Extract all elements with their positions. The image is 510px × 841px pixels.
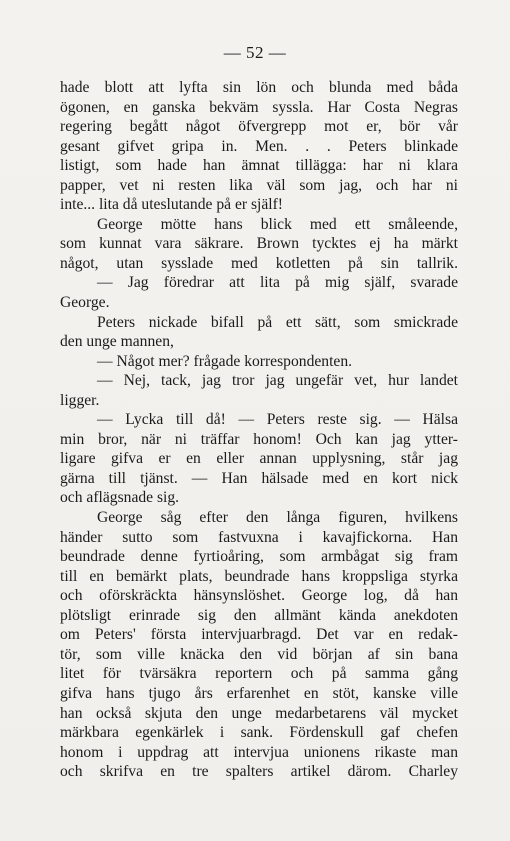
text-line: regering begått något öfvergrepp mot er, bör vår <box>60 118 458 136</box>
text-line: han också skjuta den unge medarbetarens väl mycket <box>60 704 458 722</box>
body-text <box>60 78 458 782</box>
text-line: honom i uppdrag att intervjua unionens rikaste man <box>60 743 458 761</box>
text-line: — Nej, tack, jag tror jag ungefär vet, hur landet <box>97 372 458 390</box>
text-line: hade blott att lyfta sin lön och blunda med båda <box>60 79 458 96</box>
text-line: gesant gifvet gripa in. Men. . . Peters blinkade <box>60 137 458 155</box>
text-line: och aflägsnade sig. <box>60 489 180 507</box>
text-line: — Något mer? frågade korrespondenten. <box>97 352 353 370</box>
text-line: George såg efter den långa figuren, hvilkens <box>97 509 458 527</box>
text-line: händer sutto som fastvuxna i kavajfickorna. Han <box>60 528 458 546</box>
text-line: beundrade denne fyrtioåring, som armbågat sig fram <box>60 548 458 566</box>
text-line: ligger. <box>60 391 100 409</box>
text-line: ligare gifva er en eller annan upplysning, står jag <box>60 450 458 468</box>
text-line: och skrifva en tre spalters artikel därom. Charley <box>60 763 458 781</box>
text-line: tör, som ville knäcka den vid början af sin bana <box>60 645 458 663</box>
text-line: plötsligt erinrade sig den allmänt kända anekdoten <box>60 606 458 624</box>
text-line: — Lycka till då! — Peters reste sig. — Hälsa <box>97 411 458 429</box>
text-line: George mötte hans blick med ett småleende, <box>97 215 458 233</box>
text-line: gärna till tjänst. — Han hälsade med en kort nick <box>60 469 458 487</box>
text-line: litet för tvärsäkra reportern och på samma gång <box>60 665 458 683</box>
text-line: som kunnat vara säkrare. Brown tycktes ej ha märkt <box>60 235 458 253</box>
page-number: — 52 — <box>223 43 287 62</box>
text-line: Peters nickade bifall på ett sätt, som smickrade <box>97 313 458 331</box>
text-line: om Peters' första intervjuarbragd. Det var en redak- <box>60 626 458 644</box>
text-line: inte... lita då uteslutande på er själf! <box>60 196 283 214</box>
text-line: den unge mannen, <box>60 333 174 351</box>
text-line: och oförskräckta hänsynslöshet. George log, då han <box>60 587 458 605</box>
text-line: till en bemärkt plats, beundrade hans kroppsliga styrka <box>60 567 458 585</box>
text-line: — Jag föredrar att lita på mig själf, svarade <box>97 274 458 292</box>
text-line: märkbara egenkärlek i sank. Fördenskull gaf chefen <box>60 724 458 742</box>
text-line: gifva hans tjugo års erfarenhet en stöt, kanske ville <box>60 684 458 702</box>
text-line: George. <box>60 294 110 312</box>
text-line: min bror, när ni träffar honom! Och kan jag ytter- <box>60 430 458 448</box>
text-line: papper, vet ni resten lika väl som jag, och har ni <box>60 176 458 194</box>
text-line: ögonen, en ganska bekväm syssla. Har Costa Negras <box>60 98 458 116</box>
text-line: något, utan sysslade med kotletten på sin tallrik. <box>60 254 458 272</box>
text-line: listigt, som hade han ämnat tillägga: har ni klara <box>60 157 458 175</box>
